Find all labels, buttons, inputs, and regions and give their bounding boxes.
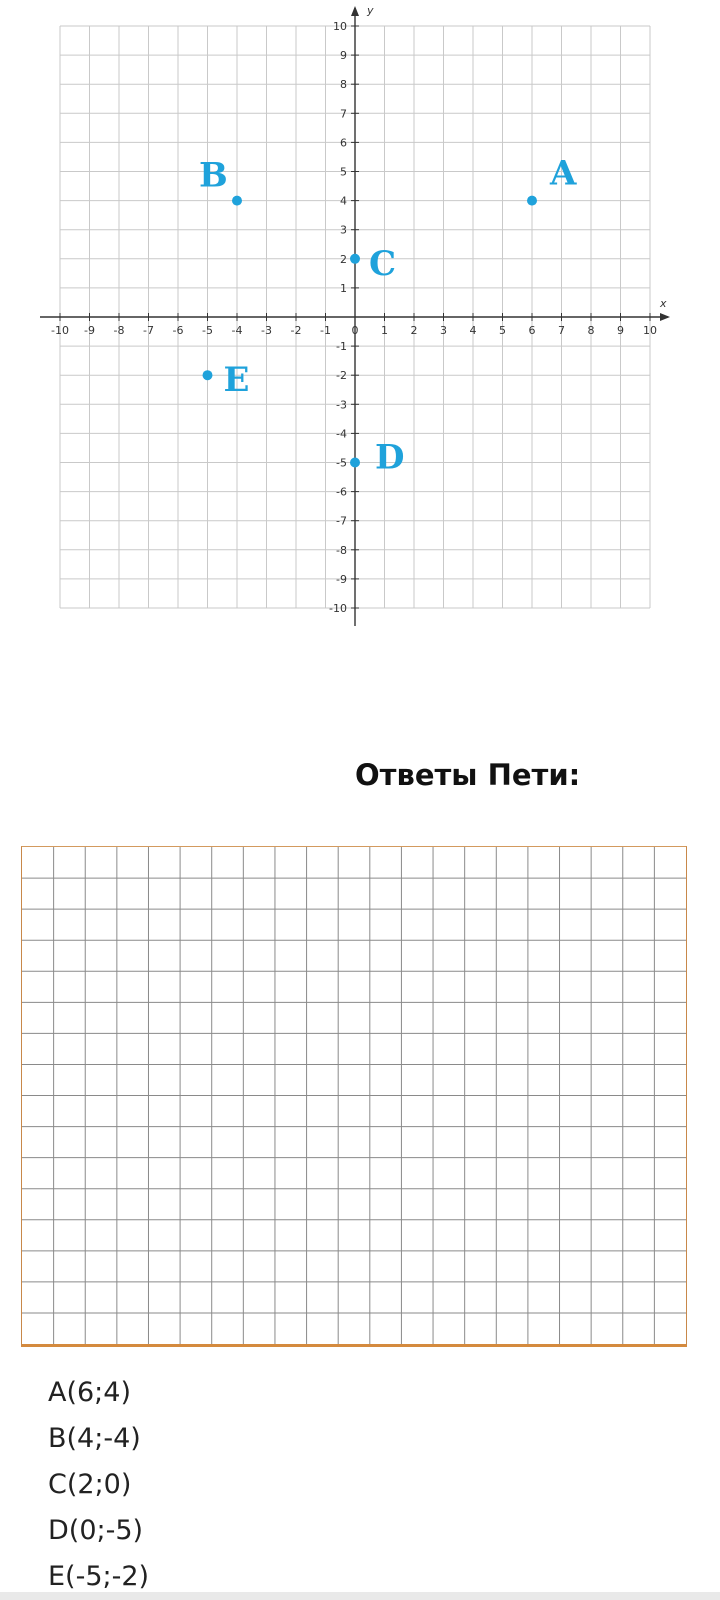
point-c — [350, 254, 360, 264]
x-tick-label: 0 — [351, 324, 359, 337]
point-label-b: B — [199, 155, 228, 196]
x-tick-label: 10 — [643, 324, 657, 337]
point-b — [232, 196, 242, 206]
y-tick-label: -9 — [336, 572, 347, 586]
y-tick-label: 1 — [340, 281, 347, 295]
x-tick-label: -5 — [202, 324, 213, 337]
x-tick-label: 2 — [410, 324, 418, 337]
y-tick-label: 6 — [340, 136, 347, 150]
y-tick-label: 7 — [340, 107, 347, 121]
x-tick-label: -8 — [113, 324, 125, 337]
answer-item-b: B(4;-4) — [48, 1423, 141, 1454]
answers-list — [48, 1370, 149, 1600]
answer-item-c: C(2;0) — [48, 1469, 132, 1500]
x-tick-label: 7 — [558, 324, 565, 337]
y-tick-label: -4 — [336, 427, 347, 441]
coordinate-plane — [0, 0, 720, 660]
y-tick-label: -6 — [336, 485, 347, 499]
answers-title: Ответы Пети: — [355, 758, 581, 792]
y-tick-label: 5 — [340, 165, 347, 179]
x-tick-label: 6 — [528, 324, 536, 337]
y-tick-label: 9 — [340, 49, 347, 63]
answer-item-a: A(6;4) — [48, 1377, 131, 1408]
x-tick-label: 1 — [381, 324, 388, 337]
x-axis-arrow — [660, 313, 670, 321]
x-tick-label: 5 — [499, 324, 506, 337]
y-tick-label: -8 — [336, 543, 347, 557]
x-tick-label: 8 — [587, 324, 595, 337]
x-tick-label: 4 — [469, 324, 477, 337]
y-tick-label: -10 — [329, 602, 347, 615]
point-label-c: C — [369, 243, 397, 284]
y-tick-label: 4 — [340, 194, 347, 208]
answer-grid — [21, 846, 687, 1347]
x-tick-label: -9 — [84, 324, 95, 337]
point-d — [350, 458, 360, 468]
y-tick-label: 3 — [340, 223, 347, 237]
x-tick-label: 3 — [440, 324, 447, 337]
y-tick-label: -7 — [336, 514, 347, 528]
x-tick-label: -6 — [172, 324, 184, 337]
y-axis-letter: y — [367, 4, 374, 17]
y-tick-label: 2 — [340, 252, 347, 266]
point-e — [203, 370, 213, 380]
x-tick-label: -3 — [261, 324, 272, 337]
point-a — [527, 196, 537, 206]
x-tick-label: -4 — [231, 324, 243, 337]
y-axis-arrow — [351, 6, 359, 16]
point-label-a: A — [550, 153, 577, 194]
x-tick-label: -7 — [143, 324, 154, 337]
bottom-strip — [0, 1592, 720, 1600]
plane-points — [199, 154, 577, 478]
y-tick-label: 8 — [340, 78, 347, 92]
answer-item-d: D(0;-5) — [48, 1515, 144, 1546]
y-tick-label: -5 — [336, 456, 347, 470]
y-tick-label: 10 — [333, 20, 347, 33]
x-tick-label: 9 — [617, 324, 624, 337]
x-tick-label: -2 — [290, 324, 302, 337]
y-tick-label: -1 — [336, 340, 347, 354]
answer-grid-lines — [22, 847, 686, 1344]
x-tick-label: -1 — [320, 324, 331, 337]
point-label-d: D — [375, 437, 405, 478]
point-label-e: E — [223, 360, 250, 401]
x-axis-letter: x — [660, 297, 667, 310]
x-tick-label: -10 — [51, 324, 69, 337]
y-tick-label: -3 — [336, 398, 347, 412]
y-tick-label: -2 — [336, 369, 347, 383]
answer-item-e: E(-5;-2) — [48, 1561, 150, 1592]
